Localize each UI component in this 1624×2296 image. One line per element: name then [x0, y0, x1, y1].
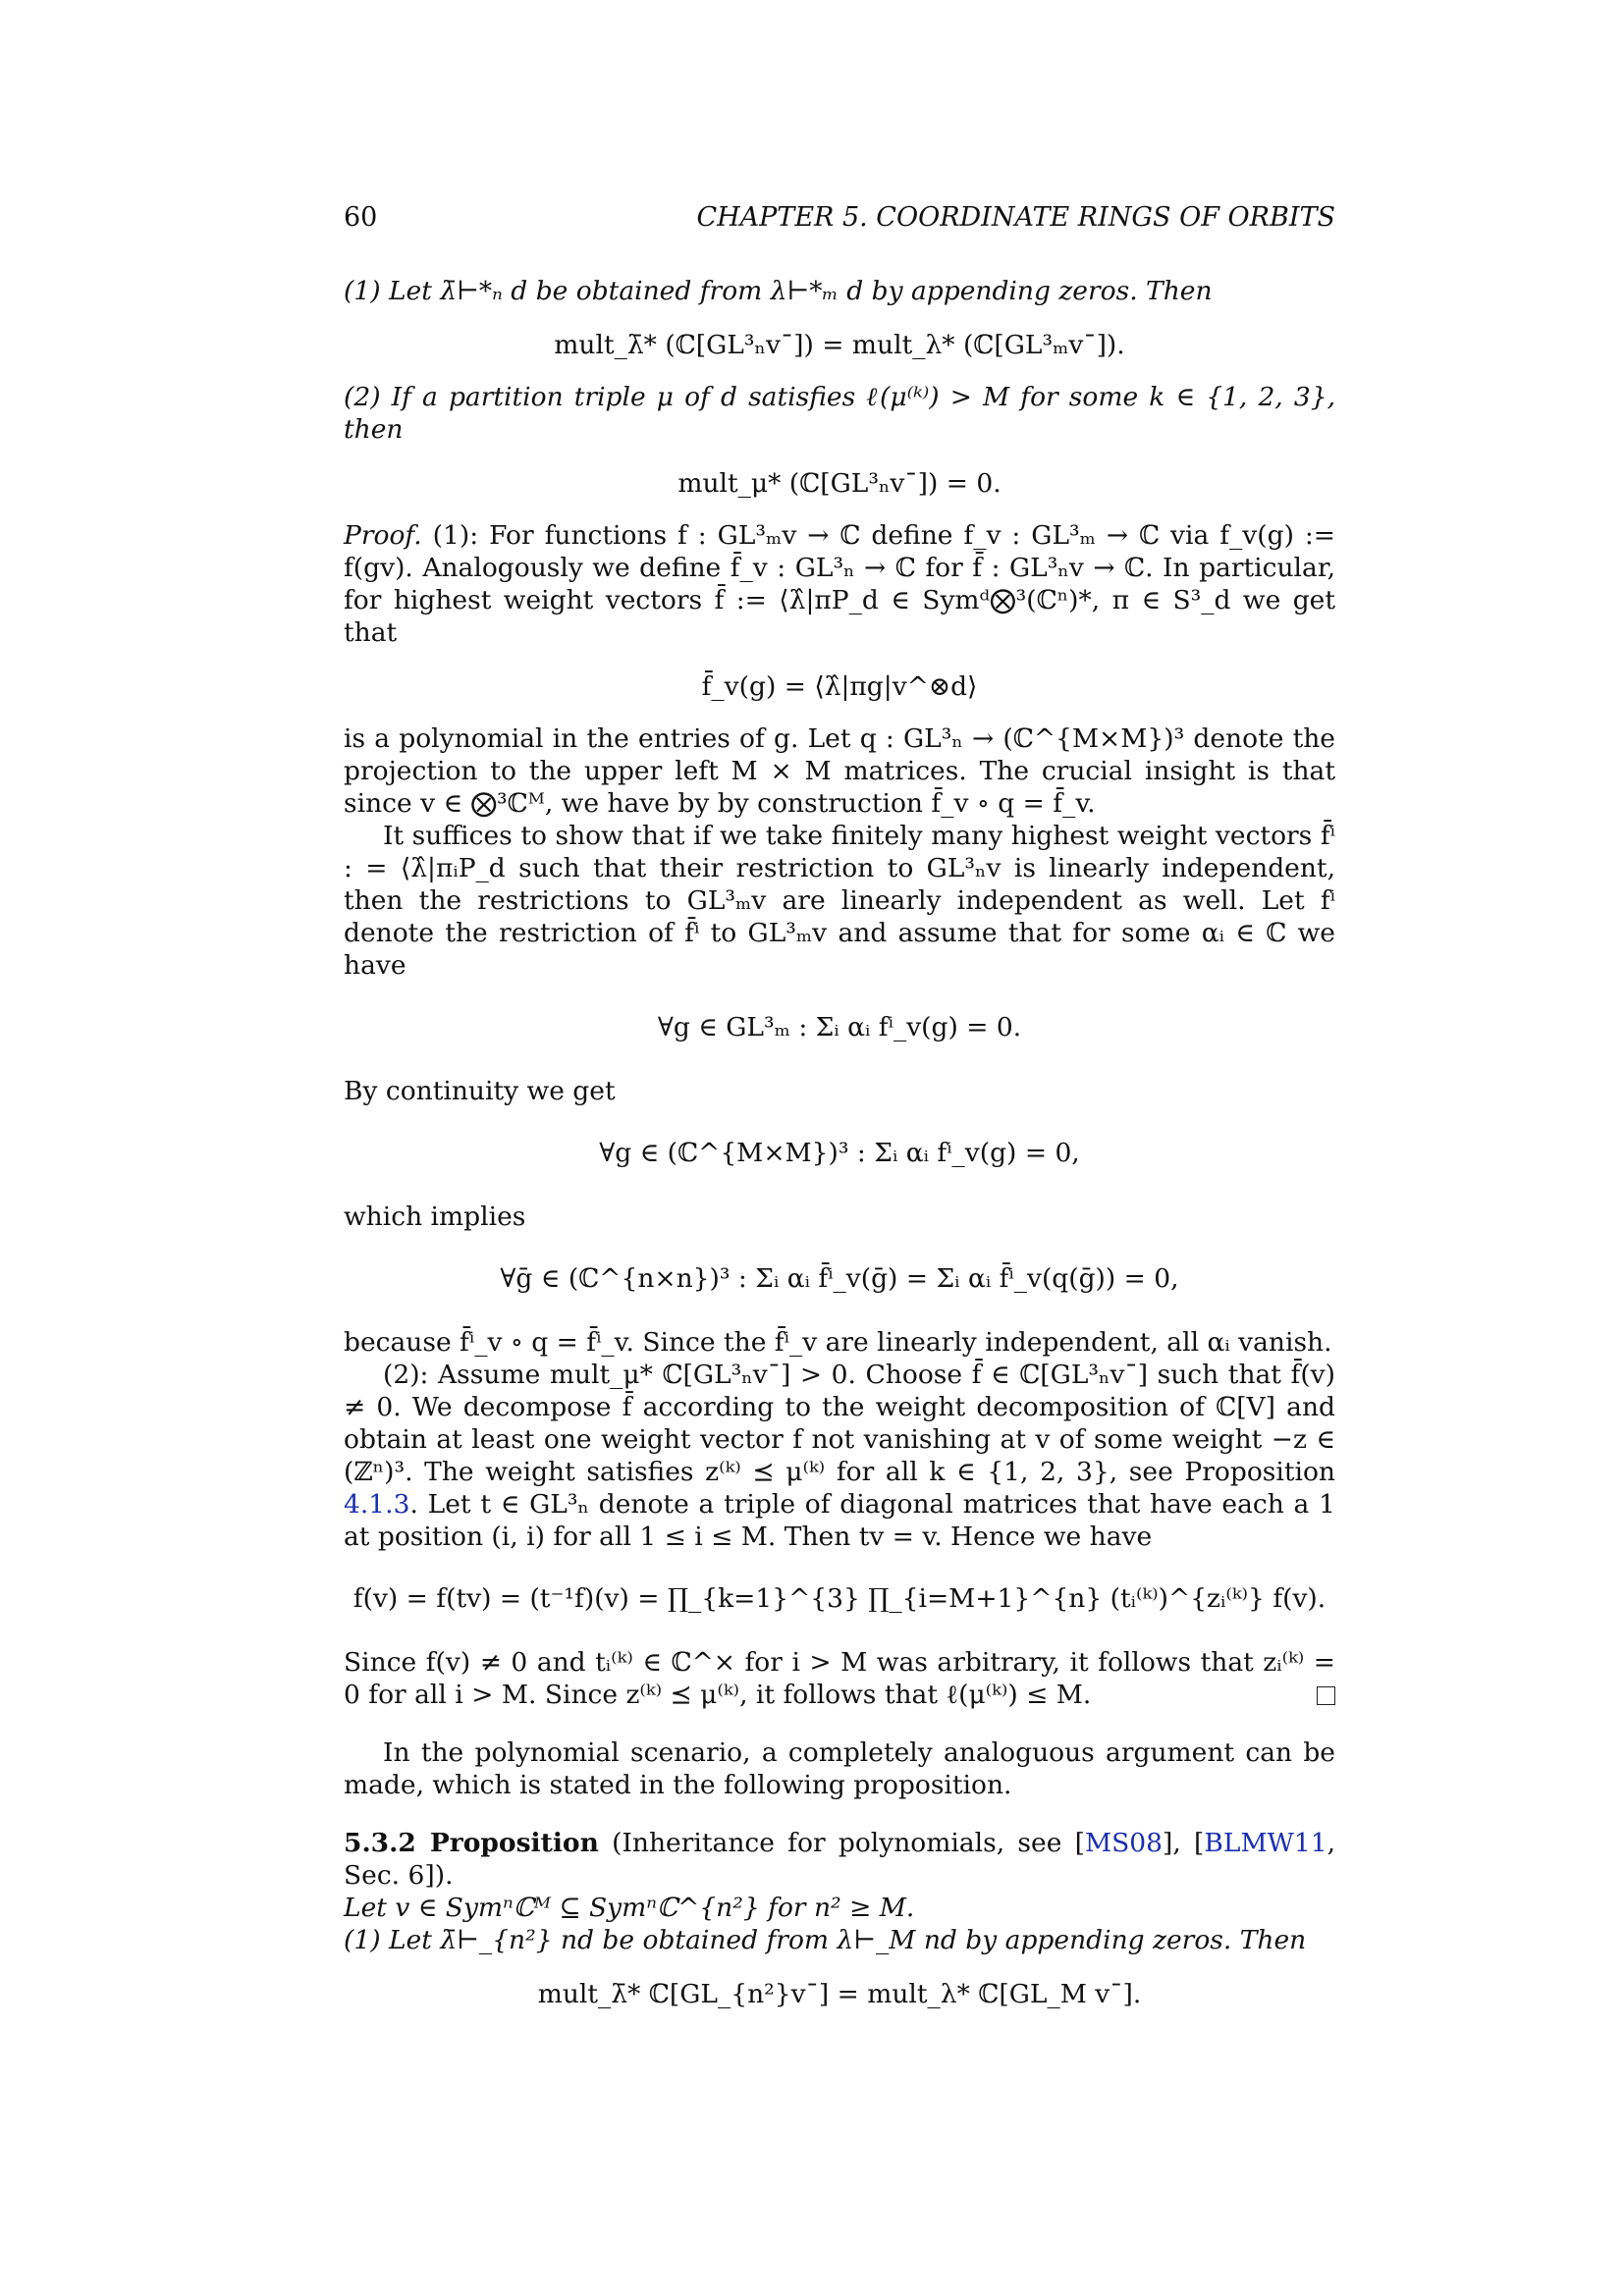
proof-paragraph-6: because f̄ⁱ_v ∘ q = f̄ⁱ_v. Since the f̄ⁱ_v are linearly independent, all αᵢ vanish. — [344, 1327, 1332, 1358]
polynomial-paragraph: In the polynomial scenario, a completely analoguous argument can be made, which is stated in the following proposition. — [344, 1737, 1335, 1800]
equation-8: mult_λ̄* ℂ[GL_{n²}v¯] = mult_λ* ℂ[GL_M v¯]. — [537, 1979, 1142, 2009]
proof-text-1: (1): For functions f : GL³ₘv → ℂ define f_v : GL³ₘ → ℂ via f_v(g) := f(gv). Analogously we define f̄_v : GL³ₙ → ℂ for f̄ : GL³ₙv → ℂ. In particular, for highest weight vectors f̄ := ⟨λ̂|πP_d ∈ Symᵈ⨂³(ℂⁿ)*, π ∈ S³_d we get that — [344, 520, 1335, 648]
proof-label: Proof. — [344, 520, 422, 551]
equation-6: ∀ḡ ∈ (ℂ^{n×n})³ : Σᵢ αᵢ f̄ⁱ_v(ḡ) = Σᵢ αᵢ f̄ⁱ_v(q(ḡ)) = 0, — [500, 1263, 1179, 1294]
proof-paragraph-2: is a polynomial in the entries of g. Let q : GL³ₙ → (ℂ^{M×M})³ denote the projection to the upper left M × M matrices. The crucial insight is that since v ∈ ⨂³ℂᴹ, we have by by construction f̄_v ∘ q = f̄_v. — [344, 723, 1335, 819]
equation-5: ∀g ∈ (ℂ^{M×M})³ : Σᵢ αᵢ fⁱ_v(g) = 0, — [599, 1138, 1080, 1168]
proof-paragraph-4: By continuity we get — [344, 1076, 616, 1106]
reference-link-ms08[interactable]: MS08 — [1085, 1828, 1164, 1858]
reference-link-blmw11[interactable]: BLMW11 — [1204, 1828, 1327, 1858]
reference-link-4-1-3[interactable]: 4.1.3 — [344, 1489, 410, 1520]
proposition-heading — [344, 1827, 1335, 1892]
proof-text-8: Since f(v) ≠ 0 and tᵢ⁽ᵏ⁾ ∈ ℂ^× for i > M was arbitrary, it follows that zᵢ⁽ᵏ⁾ = 0 for all i > M. Since z⁽ᵏ⁾ ⪯ μ⁽ᵏ⁾, it follows that ℓ(μ⁽ᵏ⁾) ≤ M. — [344, 1647, 1335, 1710]
equation-2: mult_μ* (ℂ[GL³ₙv¯]) = 0. — [677, 468, 1001, 499]
page-number: 60 — [344, 202, 378, 233]
proof-paragraph-5: which implies — [344, 1201, 526, 1232]
statement-item-1: (1) Let λ̄⊢*ₙ d be obtained from λ⊢*ₘ d by appending zeros. Then — [344, 276, 1213, 306]
proof-paragraph-8 — [344, 1646, 1335, 1711]
statement-item-2: (2) If a partition triple μ of d satisfies ℓ(μ⁽ᵏ⁾) > M for some k ∈ {1, 2, 3}, then — [344, 382, 1335, 445]
proof-text-7b: . Let t ∈ GL³ₙ denote a triple of diagonal matrices that have each a 1 at position (i, i) for all 1 ≤ i ≤ M. Then tv = v. Hence we have — [344, 1489, 1335, 1552]
proof-text-7: (2): Assume mult_μ* ℂ[GL³ₙv¯] > 0. Choose f̄ ∈ ℂ[GL³ₙv¯] such that f̄(v) ≠ 0. We decompose f̄ according to the weight decomposition of ℂ[V] and obtain at least one weight vector f not vanishing at v of some weight −z ∈ (ℤⁿ)³. The weight satisfies z⁽ᵏ⁾ ⪯ μ⁽ᵏ⁾ for all k ∈ {1, 2, 3}, see Proposition — [344, 1360, 1335, 1487]
proof-paragraph-1 — [344, 519, 1335, 649]
proposition-statement: Let v ∈ Symⁿℂᴹ ⊆ Symⁿℂ^{n²} for n² ≥ M. — [344, 1893, 915, 1923]
chapter-title: CHAPTER 5. COORDINATE RINGS OF ORBITS — [696, 202, 1335, 233]
equation-4: ∀g ∈ GL³ₘ : Σᵢ αᵢ fⁱ_v(g) = 0. — [657, 1012, 1022, 1042]
proposition-title-b: ], [ — [1163, 1828, 1205, 1858]
equation-1: mult_λ̄* (ℂ[GL³ₙv¯]) = mult_λ* (ℂ[GL³ₘv¯]). — [554, 330, 1125, 360]
proposition-item-1: (1) Let λ̄⊢_{n²} nd be obtained from λ⊢_M nd by appending zeros. Then — [344, 1925, 1307, 1955]
equation-7: f(v) = f(tv) = (t⁻¹f)(v) = ∏_{k=1}^{3} ∏_{i=M+1}^{n} (tᵢ⁽ᵏ⁾)^{zᵢ⁽ᵏ⁾} f(v). — [352, 1583, 1326, 1614]
running-header — [344, 202, 1335, 241]
qed-symbol — [1317, 1686, 1335, 1705]
proof-paragraph-7 — [344, 1359, 1335, 1553]
proposition-number: 5.3.2 Proposition — [344, 1828, 599, 1858]
equation-3: f̄_v(g) = ⟨λ̂|πg|v^⊗d⟩ — [701, 671, 978, 702]
page-body — [344, 275, 1335, 2030]
proposition-title-a: (Inheritance for polynomials, see [ — [612, 1828, 1085, 1858]
proof-paragraph-3: It suffices to show that if we take finitely many highest weight vectors f̄ⁱ : = ⟨λ̂|πᵢP_d such that their restriction to GL³ₙv is linearly independent, then the restrictions to GL³ₘv are linearly independent as well. Let fⁱ denote the restriction of f̄ⁱ to GL³ₘv and assume that for some αᵢ ∈ ℂ we have — [344, 821, 1335, 981]
proposition-title-c: , Sec. 6]). — [344, 1828, 1335, 1891]
